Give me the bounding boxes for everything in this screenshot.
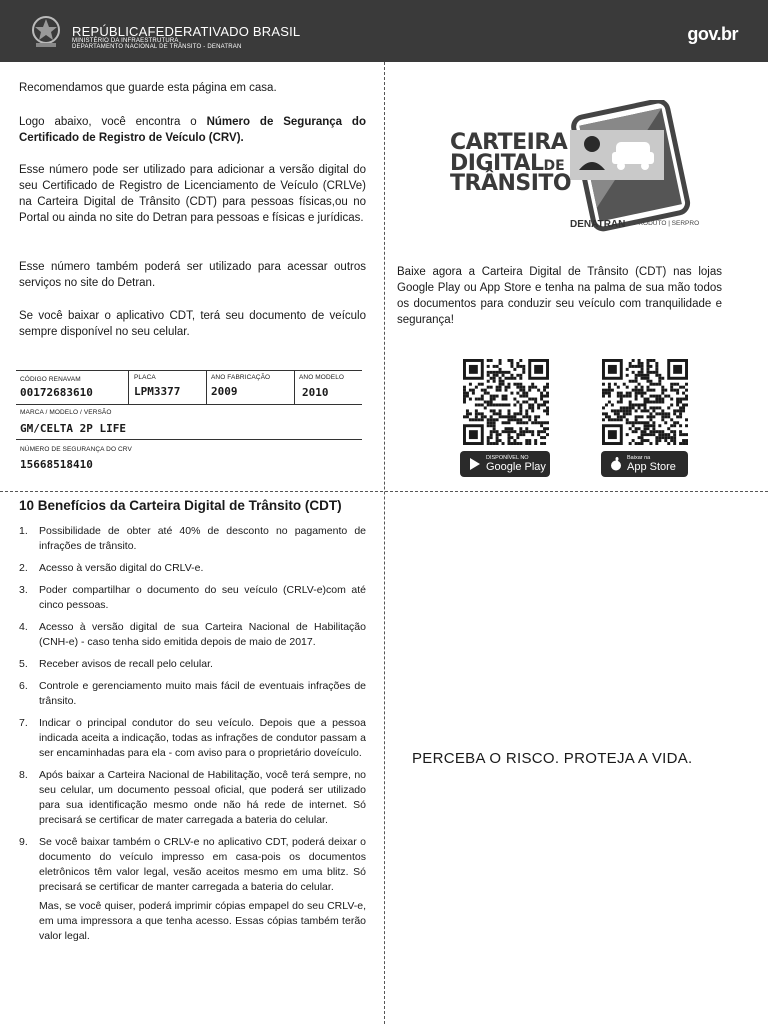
- brand-digital: DIGITALDE: [450, 151, 565, 176]
- coat-of-arms-icon: [30, 14, 62, 50]
- benefit-text: Após baixar a Carteira Nacional de Habilitação, você terá sempre, no seu celular, um documento pessoal oficial, que poderá ser utilizado para sua identificação mesmo onde não há rede de internet. Só precisará se certificar de mater carregada a bateria do celular.: [39, 769, 366, 826]
- placa-value: LPM3377: [134, 385, 181, 398]
- benefit-number: 9.: [19, 836, 28, 848]
- benefit-text: Receber avisos de recall pelo celular.: [39, 658, 213, 670]
- app-store-qr-code[interactable]: [600, 359, 690, 445]
- benefit-number: 7.: [19, 717, 28, 729]
- vertical-cut-line: [384, 62, 385, 1024]
- benefit-text: Acesso à versão digital do CRLV-e.: [39, 562, 204, 574]
- benefit-number: 2.: [19, 562, 28, 574]
- benefit-number: 8.: [19, 769, 28, 781]
- safety-slogan: PERCEBA O RISCO. PROTEJA A VIDA.: [412, 750, 693, 767]
- crv-emphasis: Número de Segurança do Certificado de Registro de Veículo (CRV).: [19, 116, 366, 144]
- google-play-qr-code[interactable]: [461, 359, 551, 445]
- benefit-number: 1.: [19, 525, 28, 537]
- header-department: DEPARTAMENTO NACIONAL DE TRÂNSITO - DENATRAN: [72, 44, 242, 50]
- benefit-text: Acesso à versão digital de sua Carteira Nacional de Habilitação (CNH-e) - caso tenha sido emitida depois de maio de 2017.: [39, 621, 366, 648]
- benefit-item: [19, 620, 366, 650]
- intro-paragraph-4: Esse número também poderá ser utilizado para acessar outros serviços no site do Detran.: [19, 261, 366, 289]
- benefit-item: [19, 768, 366, 828]
- horizontal-cut-line: [0, 491, 768, 492]
- benefit-item: [19, 835, 366, 895]
- benefits-title: 10 Benefícios da Carteira Digital de Trânsito (CDT): [19, 498, 342, 513]
- download-paragraph: Baixe agora a Carteira Digital de Trânsito (CDT) nas lojas Google Play ou App Store e tenha na palma de sua mão todos os documentos para conduzir seu veículo com tranquilidade e segurança!: [397, 266, 722, 326]
- vehicle-row-2: [16, 405, 362, 440]
- header-ministry: MINISTÉRIO DA INFRAESTRUTURA: [72, 38, 179, 44]
- header-title: REPÚBLICAFEDERATIVADO BRASIL: [72, 24, 301, 39]
- google-play-icon: [468, 457, 482, 471]
- vehicle-row-1: [16, 370, 362, 405]
- benefit-text: Poder compartilhar o documento do seu veículo (CRLV-e)com até cinco pessoas.: [39, 584, 366, 611]
- placa-label: PLACA: [134, 374, 156, 381]
- marca-value: GM/CELTA 2P LIFE: [20, 422, 126, 435]
- benefit-item: [19, 657, 366, 672]
- crv-label: NÚMERO DE SEGURANÇA DO CRV: [20, 446, 132, 453]
- marca-label: MARCA / MODELO / VERSÃO: [20, 409, 112, 416]
- intro-paragraph-2: Logo abaixo, você encontra o Número de Segurança do Certificado de Registro de Veículo (CRV).: [19, 116, 366, 144]
- crv-value: 15668518410: [20, 458, 93, 471]
- denatran-logo: DENATRAN: [570, 219, 626, 230]
- benefit-text: Indicar o principal condutor do seu veículo. Depois que a pessoa indicada aceita a indicação, todas as infrações de condutor passam a ser encaminhadas para ela - com aviso para o proprietário doveículo.: [39, 717, 366, 759]
- benefit-text: Possibilidade de obter até 40% de desconto no pagamento de infrações de trânsito.: [39, 525, 366, 552]
- renavam-value: 00172683610: [20, 386, 93, 399]
- benefit-text: Se você baixar também o CRLV-e no aplicativo CDT, poderá deixar o documento do veículo impresso em casa-pois os documentos eletrônicos têm valor legal, vesão aceitos mesmo em uma blitz. Só precisará se certificar de manter carregada a bateria do celular.: [39, 836, 366, 893]
- google-play-badge[interactable]: DISPONÍVEL NO Google Play: [460, 451, 550, 477]
- vehicle-row-3: [16, 440, 362, 475]
- benefit-number: 4.: [19, 621, 28, 633]
- ano-modelo-label: ANO MODELO: [299, 374, 345, 381]
- benefit-number: 6.: [19, 680, 28, 692]
- ano-modelo-value: 2010: [302, 386, 329, 399]
- benefit-text: Controle e gerenciamento muito mais fácil de eventuais infrações de trânsito.: [39, 680, 366, 707]
- apple-icon: [609, 457, 623, 471]
- govbr-logo: gov.br: [687, 24, 738, 44]
- benefit-number: 5.: [19, 658, 28, 670]
- brand-transito: TRÂNSITO: [450, 171, 572, 196]
- app-store-badge[interactable]: Baixar na App Store: [601, 451, 688, 477]
- intro-paragraph-1: Recomendamos que guarde esta página em casa.: [19, 82, 277, 94]
- benefit-number: 3.: [19, 584, 28, 596]
- brand-carteira: CARTEIRA: [450, 130, 568, 155]
- benefit-item: [19, 561, 366, 576]
- intro-paragraph-3: Esse número pode ser utilizado para adicionar a versão digital do seu Certificado de Registro de Licenciamento de Veículo (CRLVe) na Carteira Digital de Trânsito (CDT) para pessoas físicas,ou no Portal ou ainda no site do Detran para pessoas e físicas e jurídicas.: [19, 164, 366, 224]
- benefit-extra-note: Mas, se você quiser, poderá imprimir cópias empapel do seu CRLV-e, em uma impressora a que tenha acesso. Essas cópias também terão valor legal.: [39, 900, 366, 942]
- benefit-item: [19, 583, 366, 613]
- benefit-item: [19, 716, 366, 761]
- produto-serpro: PRODUTO | SERPRO: [634, 220, 700, 227]
- benefit-item: [19, 679, 366, 709]
- intro-paragraph-5: Se você baixar o aplicativo CDT, terá seu documento de veículo sempre disponível no seu celular.: [19, 310, 366, 338]
- benefits-list: [19, 524, 366, 951]
- renavam-label: CÓDIGO RENAVAM: [20, 376, 81, 383]
- header-bar: [0, 0, 768, 62]
- benefit-item: [19, 524, 366, 554]
- ano-fabricacao-value: 2009: [211, 385, 238, 398]
- ano-fabricacao-label: ANO FABRICAÇÃO: [211, 374, 271, 381]
